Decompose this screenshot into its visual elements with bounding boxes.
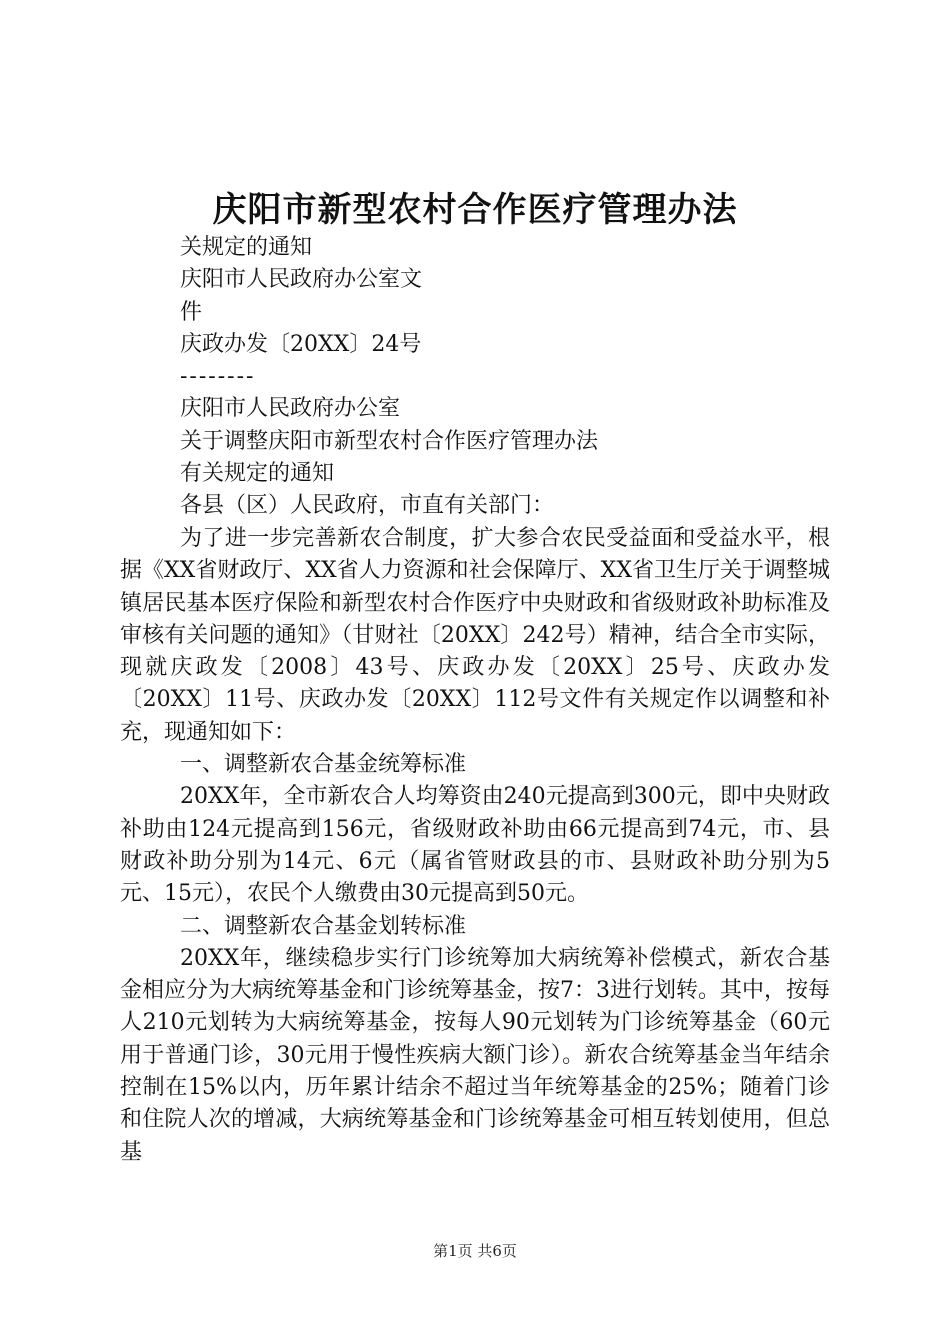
issuer-line: 庆阳市人民政府办公室 — [180, 396, 401, 422]
document-number: 庆政办发〔20XX〕24号 — [180, 331, 422, 357]
body-paragraph: 为了进一步完善新农合制度，扩大参合农民受益面和受益水平，根据《XX省财政厅、XX省人力资源和社会保障厅、XX省卫生厅关于调整城镇居民基本医疗保险和新型农村合作医疗中央财政和省级财政补助标准及审核有关问题的通知》（甘财社〔20XX〕242号）精神，结合全市实际，现就庆政发〔2008〕43号、庆政办发〔20XX〕25号、庆政办发〔20XX〕11号、庆政办发〔20XX〕112号文件有关规定作以调整和补充，现通知如下： — [120, 526, 830, 745]
salutation-line: 各县（区）人民政府，市直有关部门： — [180, 493, 555, 519]
body-paragraph: 20XX年，继续稳步实行门诊统筹加大病统筹补偿模式，新农合基金相应分为大病统筹基金和门诊统筹基金，按7：3进行划转。其中，按每人210元划转为大病统筹基金，按每人90元划转为门诊统筹基金（60元用于普通门诊，30元用于慢性疾病大额门诊）。新农合统筹基金当年结余控制在15%以内，历年累计结余不超过当年统筹基金的25%；随着门诊和住院人次的增减，大病统筹基金和门诊统筹基金可相互转划使用，但总基 — [120, 945, 830, 1165]
section-heading: 一、调整新农合基金统筹标准 — [180, 752, 467, 778]
document-body — [120, 523, 830, 1169]
subject-line: 有关规定的通知 — [180, 461, 335, 487]
page-footer: 第1页 共6页 — [433, 1242, 517, 1260]
section-heading: 二、调整新农合基金划转标准 — [180, 913, 467, 939]
header-line: 关规定的通知 — [180, 235, 313, 260]
divider-line: -------- — [180, 364, 256, 390]
document-title: 庆阳市新型农村合作医疗管理办法 — [212, 190, 738, 230]
header-line: 庆阳市人民政府办公室文 — [180, 267, 423, 293]
header-line: 件 — [180, 299, 203, 325]
subject-line: 关于调整庆阳市新型农村合作医疗管理办法 — [180, 428, 599, 454]
document-header-block — [180, 232, 830, 523]
body-paragraph: 20XX年，全市新农合人均筹资由240元提高到300元，即中央财政补助由124元提高到156元，省级财政补助由66元提高到74元，市、县财政补助分别为14元、6元（属省管财政县的市、县财政补助分别为5元、15元），农民个人缴费由30元提高到50元。 — [120, 784, 830, 907]
